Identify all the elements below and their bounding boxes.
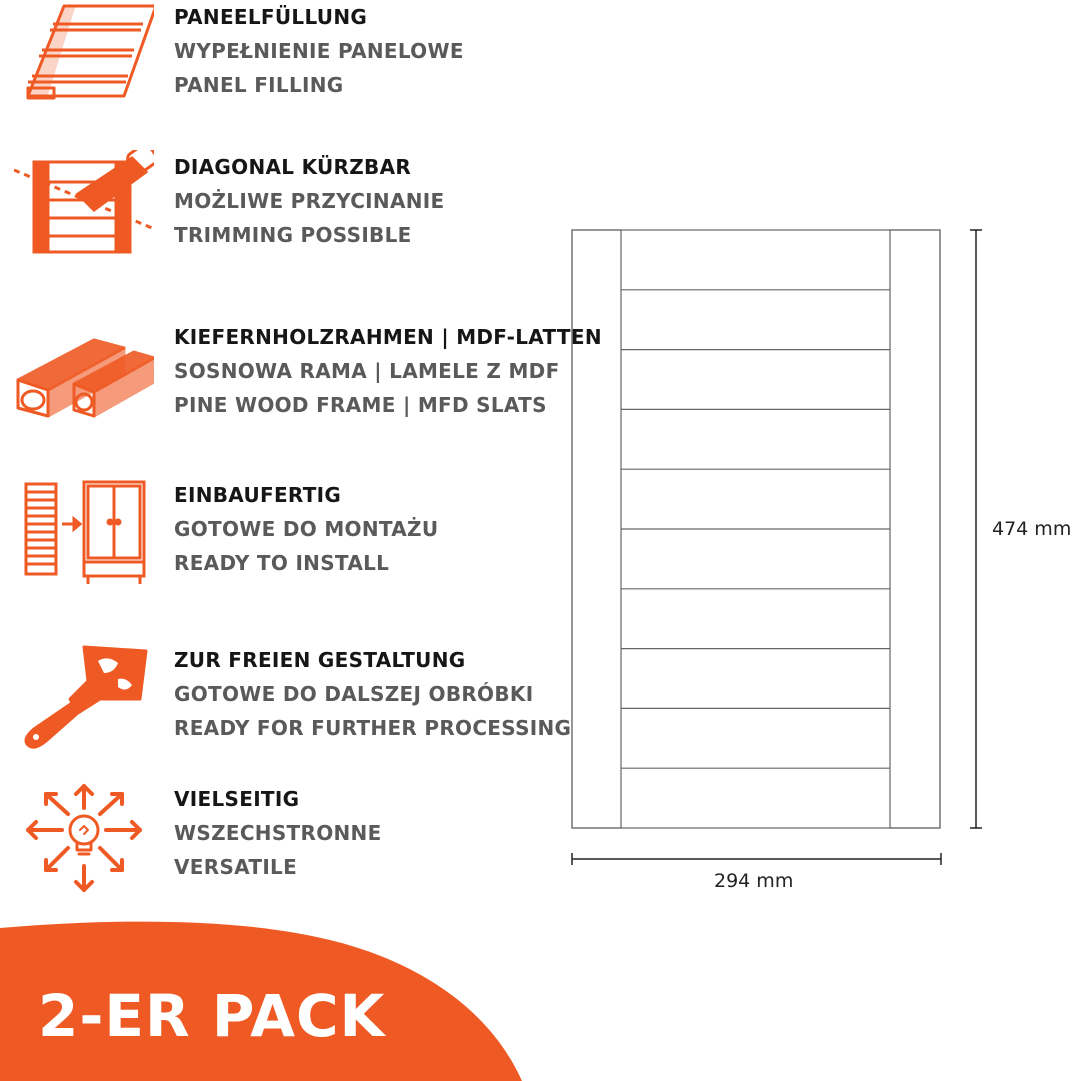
feature-wood-frame — [0, 320, 602, 440]
wood-planks-icon — [14, 320, 154, 430]
feature-title-pl: WSZECHSTRONNE — [174, 821, 382, 845]
saw-trimming-icon — [14, 150, 154, 260]
feature-title-en: READY TO INSTALL — [174, 551, 390, 575]
feature-title-de: VIELSEITIG — [174, 787, 300, 811]
feature-title-de: ZUR FREIEN GESTALTUNG — [174, 648, 466, 672]
feature-title-pl: WYPEŁNIENIE PANELOWE — [174, 39, 464, 63]
feature-further-processing — [0, 643, 572, 763]
feature-title-de: PANEELFÜLLUNG — [174, 5, 368, 29]
feature-panel-filling — [0, 0, 560, 120]
width-dimension-label: 294 mm — [714, 870, 794, 892]
feature-versatile — [0, 782, 560, 902]
left-stile — [572, 230, 621, 828]
lightbulb-arrows-icon — [14, 782, 154, 892]
right-stile — [890, 230, 940, 828]
panel-drawing — [560, 215, 1080, 905]
pack-size-label: 2-ER PACK — [38, 982, 386, 1050]
wardrobe-install-icon — [14, 478, 154, 588]
feature-title-en: PANEL FILLING — [174, 73, 344, 97]
height-dimension-label: 474 mm — [992, 518, 1072, 540]
feature-title-de: EINBAUFERTIG — [174, 483, 342, 507]
feature-title-de: DIAGONAL KÜRZBAR — [174, 155, 412, 179]
feature-title-en: PINE WOOD FRAME | MFD SLATS — [174, 393, 547, 417]
panel-filling-icon — [14, 0, 154, 110]
feature-title-en: TRIMMING POSSIBLE — [174, 223, 412, 247]
feature-trimming — [0, 150, 560, 270]
feature-title-pl: GOTOWE DO DALSZEJ OBRÓBKI — [174, 682, 534, 706]
feature-title-de: KIEFERNHOLZRAHMEN | MDF-LATTEN — [174, 325, 602, 349]
feature-ready-to-install — [0, 478, 560, 598]
feature-title-en: VERSATILE — [174, 855, 298, 879]
slat-group — [621, 290, 890, 768]
paint-brush-icon — [14, 643, 154, 753]
feature-title-pl: SOSNOWA RAMA | LAMELE Z MDF — [174, 359, 560, 383]
feature-title-pl: MOŻLIWE PRZYCINANIE — [174, 189, 445, 213]
feature-title-en: READY FOR FURTHER PROCESSING — [174, 716, 572, 740]
feature-title-pl: GOTOWE DO MONTAŻU — [174, 517, 439, 541]
